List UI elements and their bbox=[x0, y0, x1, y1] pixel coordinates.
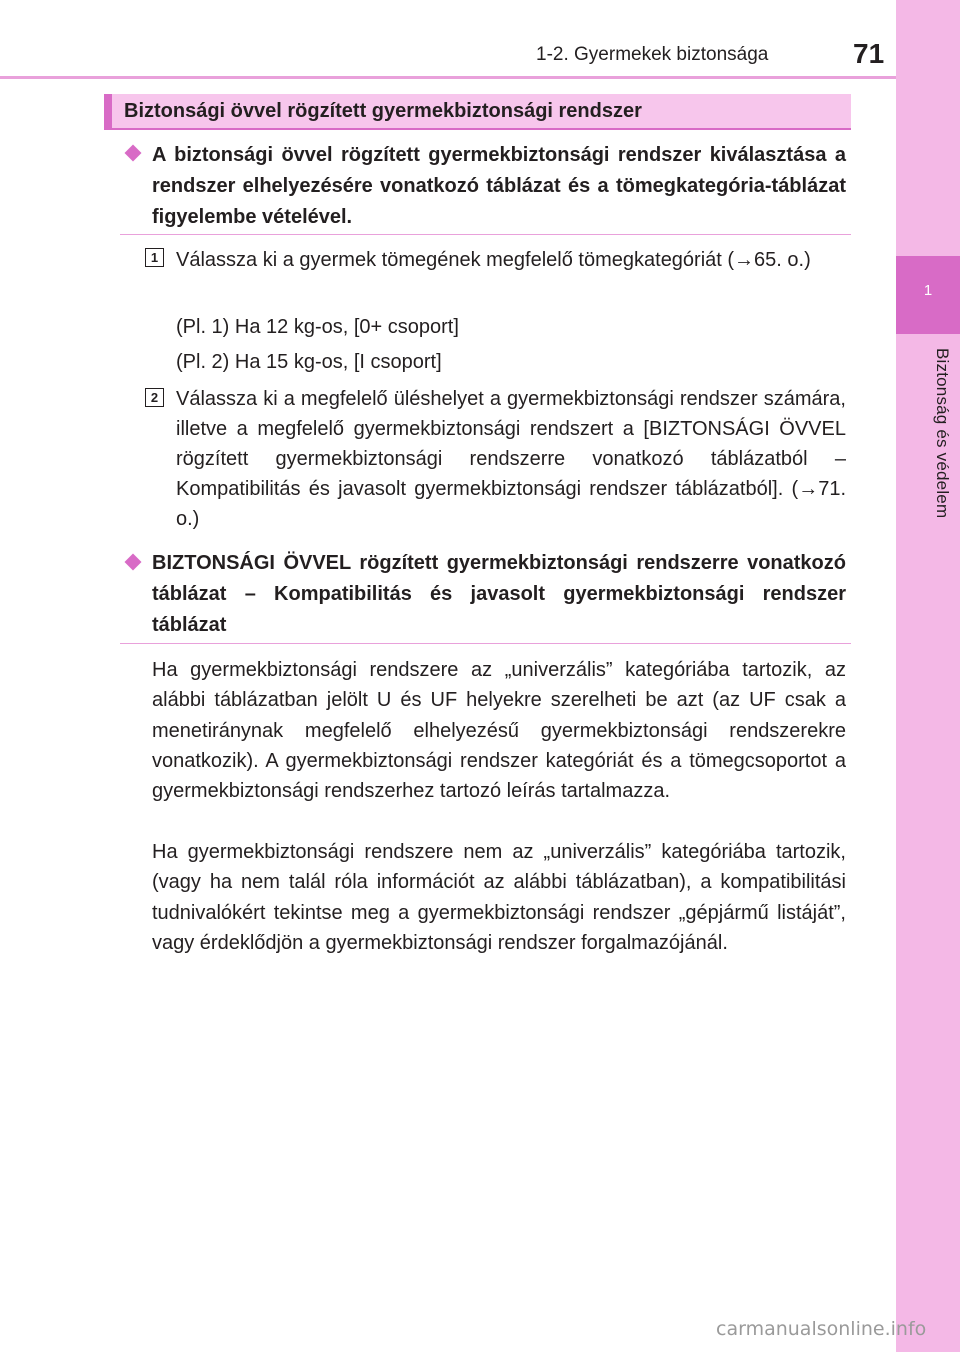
step-1-example-1: (Pl. 1) Ha 12 kg-os, [0+ csoport] bbox=[176, 316, 459, 338]
subsection2-heading: BIZTONSÁGI ÖVVEL rögzített gyermekbiztonsági rendszerre vonatkozó táblázat – Kompatibilitás és javasolt gyermekbiztonsági rendszer táblázat bbox=[152, 552, 846, 636]
diamond-bullet-icon bbox=[125, 145, 142, 162]
section-banner bbox=[104, 94, 851, 130]
watermark: carmanualsonline.info bbox=[716, 1318, 927, 1340]
step-2-badge: 2 bbox=[145, 388, 164, 407]
header-rule bbox=[0, 76, 896, 79]
chapter-side-tab bbox=[896, 0, 960, 1352]
section-banner-title: Biztonsági övvel rögzített gyermekbiztonsági rendszer bbox=[124, 100, 642, 122]
section-banner-accent-bar bbox=[104, 94, 112, 128]
chapter-title: Biztonság és védelem bbox=[933, 348, 952, 519]
running-header-section: 1-2. Gyermekek biztonsága bbox=[536, 44, 769, 65]
diamond-bullet-icon bbox=[125, 554, 142, 571]
body-paragraph-2: Ha gyermekbiztonsági rendszere nem az „univerzális” kategóriába tartozik, (vagy ha nem talál róla információt az alábbi táblázatban), a kompatibilitási tudnivalókért tekintse meg a gyermekbiztonsági rendszer „gépjármű listáját”, vagy érdeklődjön a gyermekbiztonsági rendszer forgalmazójánál. bbox=[152, 841, 846, 954]
chapter-number: 1 bbox=[923, 282, 933, 299]
subsection1-rule bbox=[120, 234, 851, 235]
step-2-text: Válassza ki a megfelelő üléshelyet a gyermekbiztonsági rendszer számára, illetve a megfelelő gyermekbiztonsági rendszert a [BIZTONSÁGI ÖVVEL rögzített gyermekbiztonsági rendszerre vonatkozó táblázatból – Kompatibilitás és javasolt gyermekbiztonsági rendszer táblázatból]. (→71. o.) bbox=[176, 388, 846, 530]
step-1-badge: 1 bbox=[145, 248, 164, 267]
body-paragraph-1: Ha gyermekbiztonsági rendszere az „univerzális” kategóriába tartozik, az alábbi táblázatban jelölt U és UF helyekre szerelheti be azt (az UF csak a menetiránynak megfelelő elhelyezésű gyermekbiztonsági rendszerekre vonatkozik). A gyermekbiztonsági rendszer kategóriát és a tömegcsoportot a gyermekbiztonsági rendszerhez tartozó leírás tartalmazza. bbox=[152, 659, 846, 803]
page-number: 71 bbox=[853, 38, 885, 69]
step-1-text: Válassza ki a gyermek tömegének megfelelő tömegkategóriát (→65. o.) bbox=[176, 249, 811, 271]
subsection1-heading: A biztonsági övvel rögzített gyermekbiztonsági rendszer kiválasztása a rendszer elhelyezésére vonatkozó táblázat és a tömegkategória-táblázat figyelembe vételével. bbox=[152, 144, 846, 228]
step-1-example-2: (Pl. 2) Ha 15 kg-os, [I csoport] bbox=[176, 351, 442, 373]
subsection2-rule bbox=[120, 643, 851, 644]
